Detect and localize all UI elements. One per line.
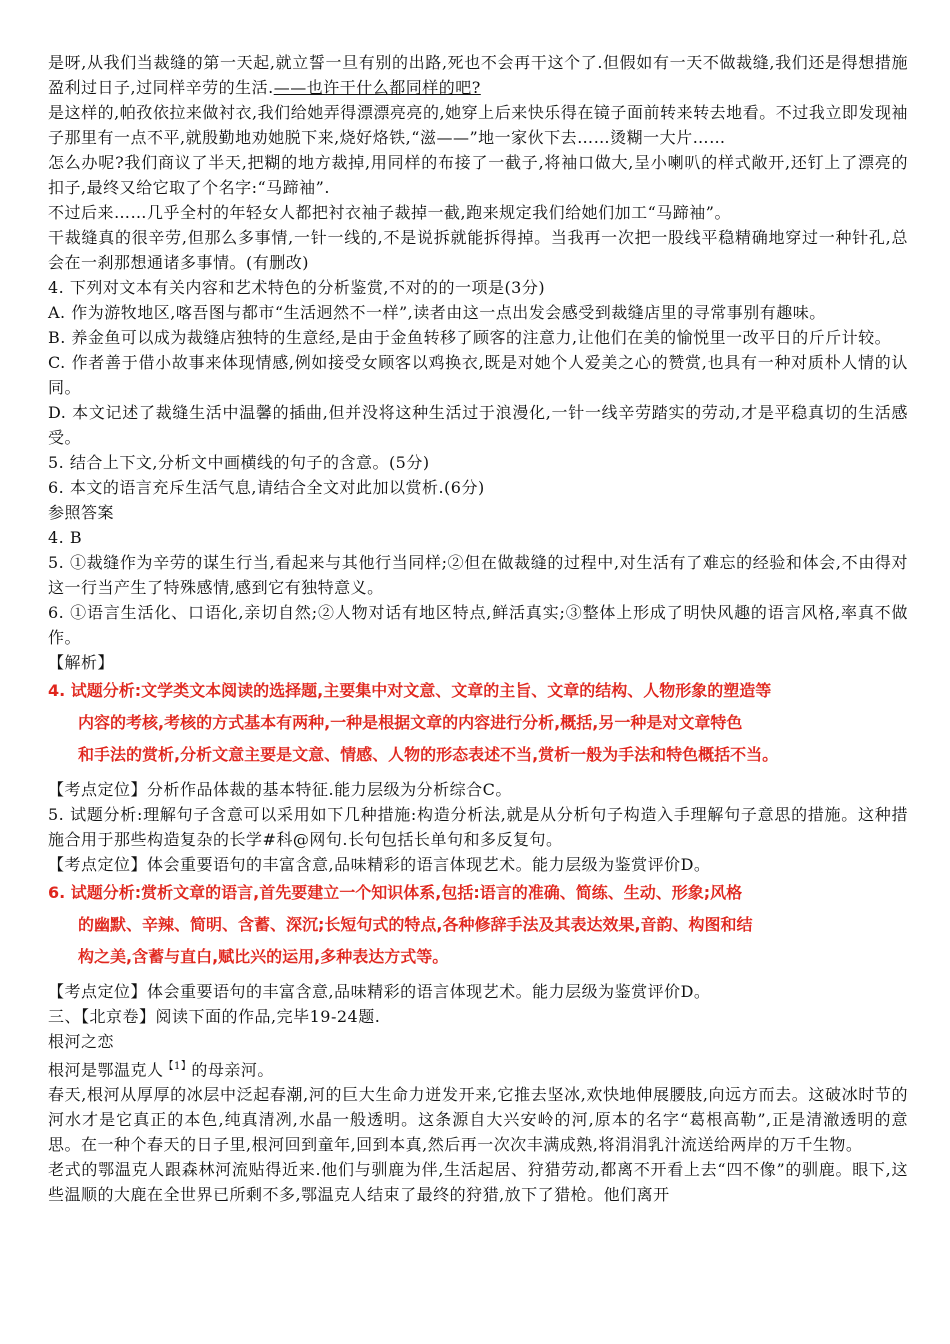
answer-6: 6. ①语言生活化、口语化,亲切自然;②人物对话有地区特点,鲜活真实;③整体上形成了明快风趣的语言风格,率真不做作。	[48, 603, 908, 647]
question-5: 5. 结合上下文,分析文中画横线的句子的含意。(5分)	[48, 453, 430, 472]
essay-paragraph-3: 老式的鄂温克人跟森林河流贴得近来.他们与驯鹿为伴,生活起居、狩猎劳动,都离不开看上去“四不像”的驯鹿。眼下,这些温顺的大鹿在全世界已所剩不多,鄂温克人结束了最终的狩猎,放下了猎枪。他们离开	[48, 1160, 908, 1205]
answer-5: 5. ①裁缝作为辛劳的谋生行当,看起来与其他行当同样;②但在做裁缝的过程中,对生活有了难忘的经验和体会,不由得对这一行当产生了特殊感情,感到它有独特意义。	[48, 553, 908, 597]
passage-paragraph-1: 是呀,从我们当裁缝的第一天起,就立誓一旦有别的出路,死也不会再干这个了.但假如有一天不做裁缝,我们还是得想措施盈利过日子,过同样辛劳的生活.——也许干什么都同样的吧?	[48, 53, 908, 97]
analysis-5: 5. 试题分析:理解句子含意可以采用如下几种措施:构造分析法,就是从分析句子构造入手理解句子意思的措施。这种措施合用于那些构造复杂的长学#科@网句.长句包括长单句和多反复句。	[48, 805, 908, 849]
document-page	[48, 50, 908, 1207]
answers-heading: 参照答案	[48, 503, 115, 522]
passage-paragraph-4: 不过后来……几乎全村的年轻女人都把衬衣袖子裁掉一截,跑来规定我们给她们加工“马蹄袖”。	[48, 203, 731, 222]
passage-paragraph-3: 怎么办呢?我们商议了半天,把糊的地方裁掉,用同样的布接了一截子,将袖口做大,呈小喇叭的样式敞开,还钉上了漂亮的扣子,最终又给它取了个名字:“马蹄袖”.	[48, 153, 908, 197]
analysis-4-red: 4. 试题分析:文学类文本阅读的选择题,主要集中对文意、文章的主旨、文章的结构、人物形象的塑造等 内容的考核,考核的方式基本有两种,一种是根据文章的内容进行分析,概括,另一种是对文章特色 和手法的赏析,分析文意主要是文意、情感、人物的形态表述不当,赏析一般为手法和特色概括不当。	[48, 681, 779, 764]
question-6: 6. 本文的语言充斥生活气息,请结合全文对此加以赏析.(6分)	[48, 478, 485, 497]
passage-paragraph-2: 是这样的,帕孜依拉来做衬衣,我们给她弄得漂漂亮亮的,她穿上后来快乐得在镜子面前转来转去地看。不过我立即发现袖子那里有一点不平,就殷勤地劝她脱下来,烧好烙铁,“滋——”地一家伙下去……烫糊一大片……	[48, 103, 908, 147]
question-4: 4. 下列对文本有关内容和艺术特色的分析鉴赏,不对的的一项是(3分)	[48, 278, 546, 297]
passage-paragraph-5: 干裁缝真的很辛劳,但那么多事情,一针一线的,不是说拆就能拆得掉。当我再一次把一股线平稳精确地穿过一种针孔,总会在一刹那想通诸多事情。(有删改)	[48, 228, 908, 272]
essay-paragraph-2: 春天,根河从厚厚的冰层中泛起春潮,河的巨大生命力迸发开来,它推去坚冰,欢快地伸展腰肢,向远方而去。这破冰时节的河水才是它真正的本色,纯真清冽,水晶一般透明。这条源自大兴安岭的河,原本的名字“葛根高勒”,正是清澈透明的意思。在一种个春天的日子里,根河回到童年,回到本真,然后再一次次丰满成熟,将涓涓乳汁流送给两岸的万千生物。	[48, 1085, 908, 1155]
underlined-sentence: ——也许干什么都同样的吧?	[273, 78, 481, 97]
essay-title: 根河之恋	[48, 1032, 115, 1051]
option-c: C. 作者善于借小故事来体现情感,例如接受女顾客以鸡换衣,既是对她个人爱美之心的赞赏,也具有一种对质朴人情的认同。	[48, 353, 908, 397]
keypoint-5: 【考点定位】体会重要语句的丰富含意,品味精彩的语言体现艺术。能力层级为鉴赏评价D。	[48, 855, 711, 874]
essay-paragraph-1: 根河是鄂温克人$^{【1】}$的母亲河。	[48, 1060, 274, 1080]
option-b: B. 养金鱼可以成为裁缝店独特的生意经,是由于金鱼转移了顾客的注意力,让他们在美的愉悦里一改平日的斤斤计较。	[48, 328, 892, 347]
section-3-intro: 三、【北京卷】阅读下面的作品,完毕19-24题.	[48, 1007, 381, 1026]
footnote-marker: 【1】	[163, 1061, 192, 1072]
option-a: A. 作为游牧地区,喀吾图与都市“生活迥然不一样”,读者由这一点出发会感受到裁缝店里的寻常事别有趣味。	[48, 303, 826, 322]
answer-4: 4. B	[48, 528, 83, 547]
keypoint-6: 【考点定位】体会重要语句的丰富含意,品味精彩的语言体现艺术。能力层级为鉴赏评价D。	[48, 982, 711, 1001]
analysis-6-red: 6. 试题分析:赏析文章的语言,首先要建立一个知识体系,包括:语言的准确、简练、生动、形象;风格 的幽默、辛辣、简明、含蓄、深沉;长短句式的特点,各种修辞手法及其表达效果,音韵、构图和结 构之美,含蓄与直白,赋比兴的运用,多种表达方式等。	[48, 883, 753, 966]
keypoint-4: 【考点定位】分析作品体裁的基本特征.能力层级为分析综合C。	[48, 780, 512, 799]
option-d: D. 本文记述了裁缝生活中温馨的插曲,但并没将这种生活过于浪漫化,一针一线辛劳踏实的劳动,才是平稳真切的生活感受。	[48, 403, 908, 447]
analysis-heading: 【解析】	[48, 653, 115, 672]
